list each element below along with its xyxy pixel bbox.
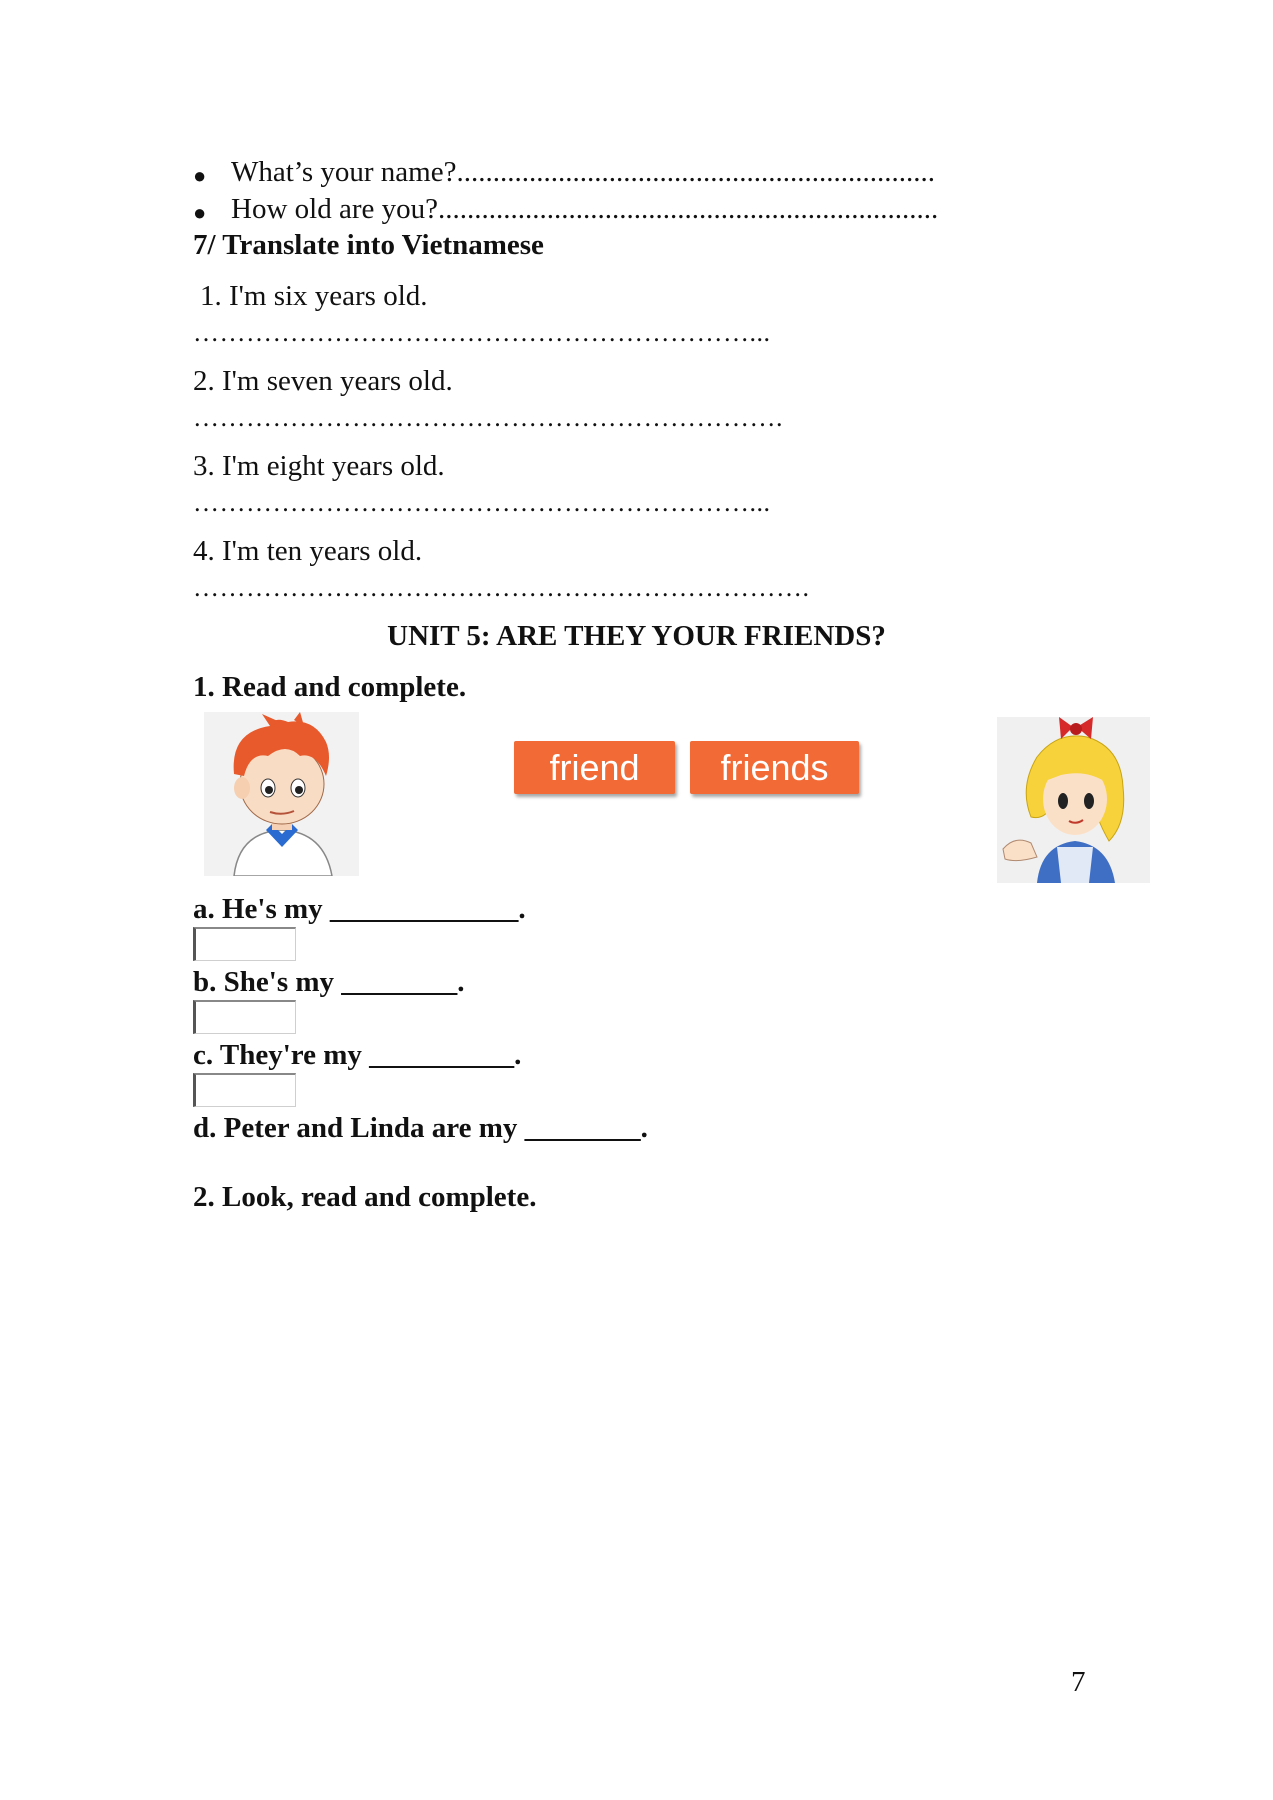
answer-box-a[interactable] [193, 927, 296, 961]
sentence-a: a. He's my _____________. [193, 893, 526, 925]
translate-blank: ………………………………………………………... [193, 488, 771, 517]
answer-blank: ..................................................................... [437, 193, 939, 225]
exercise-title: 2. Look, read and complete. [193, 1181, 537, 1213]
unit-title: UNIT 5: ARE THEY YOUR FRIENDS? [387, 620, 886, 652]
question-text: How old are you? [231, 193, 438, 225]
answer-blank: .................................................................. [456, 156, 935, 188]
sentence-b: b. She's my ________. [193, 966, 465, 998]
bullet-icon: ● [193, 163, 207, 188]
sentence-c: c. They're my __________. [193, 1039, 522, 1071]
translate-sentence: 2. I'm seven years old. [193, 365, 453, 397]
exercise-title: 1. Read and complete. [193, 671, 467, 703]
question-name [231, 156, 935, 189]
girl-picture [997, 717, 1150, 883]
translate-blank: ………………………………………………………... [193, 318, 771, 347]
word-chip-friend[interactable]: friend [514, 741, 675, 794]
question-text: What’s your name? [231, 156, 457, 188]
translate-sentence: 3. I'm eight years old. [193, 450, 445, 482]
translate-sentence: 4. I'm ten years old. [193, 535, 423, 567]
translate-sentence: 1. I'm six years old. [200, 280, 428, 312]
bullet-icon: ● [193, 200, 207, 225]
question-age [231, 193, 938, 226]
page-number: 7 [1071, 1666, 1086, 1698]
translate-blank: ……………………………………………………………. [193, 573, 810, 602]
word-chip-friends[interactable]: friends [690, 741, 859, 794]
translate-blank: …………………………………………………………. [193, 403, 783, 432]
sentence-d: d. Peter and Linda are my ________. [193, 1112, 648, 1144]
answer-box-c[interactable] [193, 1073, 296, 1107]
answer-box-b[interactable] [193, 1000, 296, 1034]
section-title: 7/ Translate into Vietnamese [193, 229, 544, 261]
boy-picture [204, 712, 359, 876]
